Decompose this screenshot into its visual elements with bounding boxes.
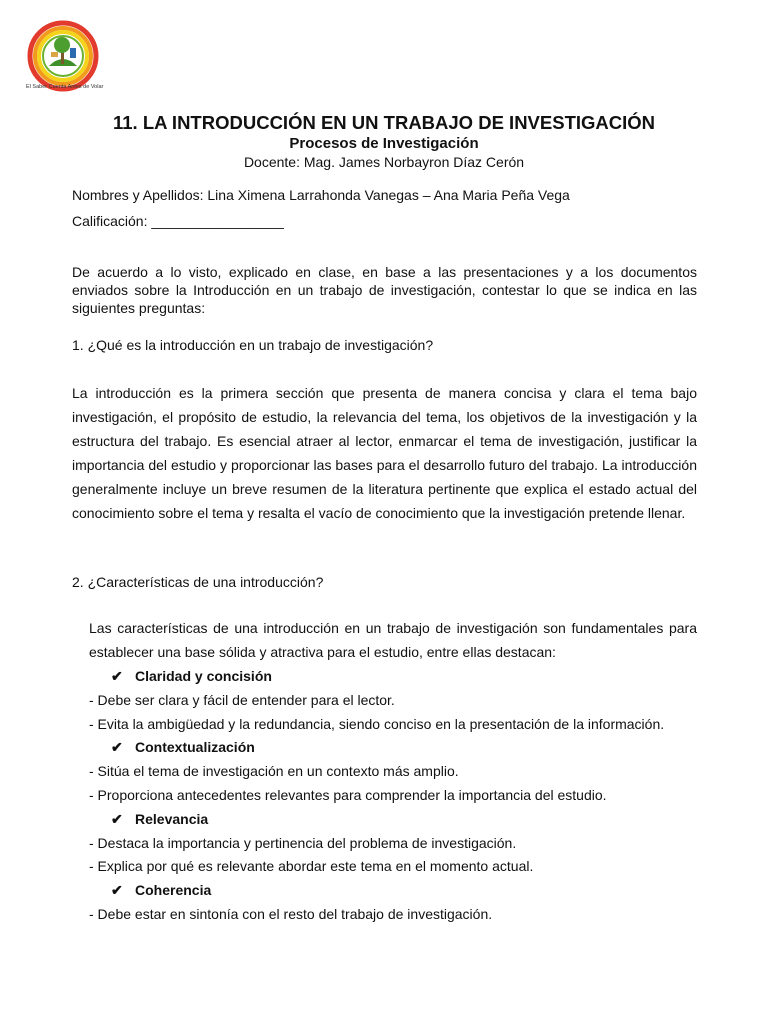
feature-heading: Contextualización [135, 739, 255, 756]
question-1: 1. ¿Qué es la introducción en un trabajo de investigación? [72, 337, 434, 353]
feature-heading: Claridad y concisión [135, 668, 272, 684]
feature-heading: Relevancia [135, 810, 209, 827]
instructions-paragraph: De acuerdo a lo visto, explicado en clase, en base a las presentaciones y a los documentos enviados sobre la Introducción en un trabajo de investigación, contestar lo que se indica en las siguientes preguntas: [72, 264, 697, 316]
logo-caption: El Saber Cuenta Antes de Volar [26, 84, 104, 90]
checkmark-icon: ✔ [111, 810, 123, 827]
teacher-line: Docente: Mag. James Norbayron Díaz Cerón [243, 154, 525, 170]
document-header [0, 112, 768, 171]
feature-line: - Explica por qué es relevante abordar este tema en el momento actual. [89, 858, 534, 875]
features-list [89, 665, 697, 927]
document-subtitle: Procesos de Investigación [289, 135, 479, 152]
feature-line: - Destaca la importancia y pertinencia del problema de investigación. [89, 834, 517, 851]
checkmark-icon: ✔ [111, 882, 123, 899]
checkmark-icon: ✔ [111, 739, 123, 756]
student-fields [72, 186, 570, 238]
question-2: 2. ¿Características de una introducción? [72, 574, 324, 590]
feature-item [89, 665, 697, 736]
feature-heading: Coherencia [135, 882, 212, 899]
document-title: 11. LA INTRODUCCIÓN EN UN TRABAJO DE INVESTIGACIÓN [112, 112, 656, 133]
feature-line: - Sitúa el tema de investigación en un contexto más amplio. [89, 763, 459, 780]
feature-item [89, 879, 697, 927]
feature-item [89, 736, 697, 807]
grade-line: Calificación: _________________ [72, 213, 284, 229]
feature-line: - Proporciona antecedentes relevantes para comprender la importancia del estudio. [89, 786, 607, 803]
feature-line: - Debe estar en sintonía con el resto del trabajo de investigación. [89, 905, 493, 922]
answer-2-intro: Las características de una introducción en un trabajo de investigación son fundamentales para establecer una base sólida y atractiva para el estudio, entre ellas destacan: [89, 620, 697, 660]
feature-line: - Evita la ambigüedad y la redundancia, siendo conciso en la presentación de la información. [89, 715, 665, 732]
answer-1: La introducción es la primera sección que presenta de manera concisa y clara el tema bajo investigación, el propósito de estudio, la relevancia del tema, los objetivos de la investigación y la estructura del trabajo. Es esencial atraer al lector, enmarcar el tema de investigación, justificar la importancia del estudio y proporcionar las bases para el desarrollo futuro del trabajo. La introducción generalmente incluye un breve resumen de la literatura pertinente que explica el estado actual del conocimiento sobre el tema y resalta el vacío de conocimiento que la investigación pretende llenar. [72, 385, 697, 521]
feature-line: - Debe ser clara y fácil de entender para el lector. [89, 691, 395, 708]
names-line: Nombres y Apellidos: Lina Ximena Larrahonda Vanegas – Ana Maria Peña Vega [72, 187, 570, 203]
checkmark-icon: ✔ [111, 668, 123, 684]
feature-item [89, 808, 697, 879]
